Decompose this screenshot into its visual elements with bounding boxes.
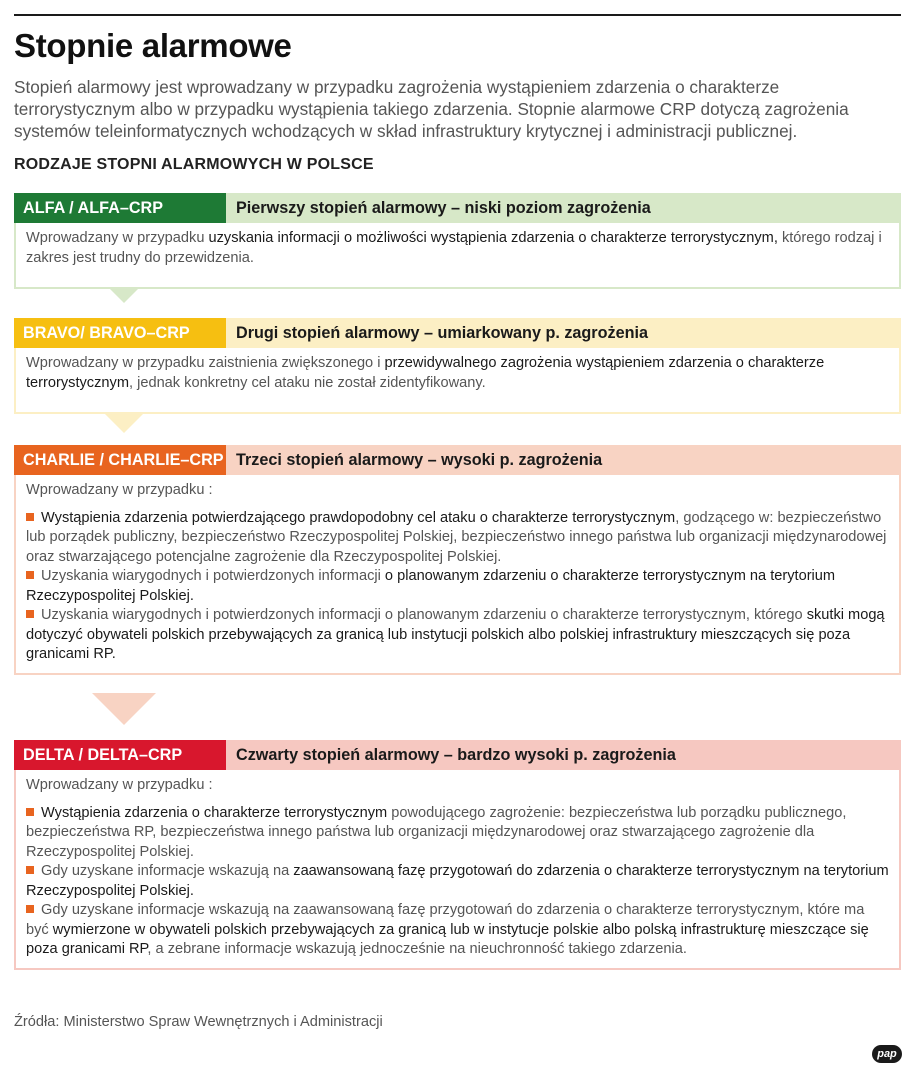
section-heading: RODZAJE STOPNI ALARMOWYCH W POLSCE (14, 156, 374, 173)
text-emphasis: skutki mogą dotyczyć obywateli polskich przebywających za granicą lub instytucji polskich albo polskiej infrastruktury mieszczących się poza granicami RP. (26, 607, 885, 662)
text: Wprowadzany w przypadku (26, 230, 209, 246)
level-delta-heading: Czwarty stopień alarmowy – bardzo wysoki p. zagrożenia (226, 740, 901, 770)
text: Uzyskania wiarygodnych i potwierdzonych informacji o planowanym zdarzeniu o charakterze terrorystycznym, którego (41, 607, 807, 623)
page-title: Stopnie alarmowe (14, 27, 292, 64)
level-alfa-tag: ALFA / ALFA–CRP (14, 193, 226, 223)
arrow-charlie (92, 693, 156, 725)
level-alfa (14, 193, 901, 289)
text-emphasis: uzyskania informacji o możliwości wystąpienia zdarzenia o charakterze terrorystycznym, (208, 230, 778, 246)
text-emphasis: Wystąpienia zdarzenia o charakterze terrorystycznym (41, 804, 388, 821)
list-item (26, 804, 889, 863)
text: , godzącego w: bezpieczeństwo lub porządek publiczny, bezpieczeństwo Rzeczypospolitej Polskiej, bezpieczeństwo innego państwa lub organizacji międzynarodowej oraz stwarzającego potencjalne zagrożenie dla Rzeczypospolitej Polskiej. (26, 509, 887, 565)
text-emphasis: Wystąpienia zdarzenia potwierdzającego prawdopodobny cel ataku o charakterze terrorystycznym (41, 509, 676, 526)
level-charlie (14, 445, 901, 675)
text: powodującego zagrożenie: bezpieczeństwa lub porządku publicznego, bezpieczeństwa RP, bezpieczeństwa innego państwa lub organizacji międzynarodowej oraz stwarzającego zagrożenie dla Rzeczypospolitej Polskiej. (26, 804, 847, 860)
bullet-square-icon (26, 513, 34, 521)
bullet-square-icon (26, 808, 34, 816)
level-charlie-tag: CHARLIE / CHARLIE–CRP (14, 445, 226, 475)
level-bravo-description (14, 348, 901, 414)
list-item (26, 509, 889, 568)
level-delta-intro: Wprowadzany w przypadku : (26, 777, 213, 793)
pap-logo: pap (872, 1045, 902, 1063)
text: Wprowadzany w przypadku zaistnienia zwiększonego i (26, 355, 385, 371)
intro-paragraph: Stopień alarmowy jest wprowadzany w przypadku zagrożenia wystąpieniem zdarzenia o charakterze terrorystycznym albo w przypadku wystąpienia takiego zdarzenia. Stopnie alarmowe CRP dotyczą zagrożenia systemów teleinformatycznych wchodzących w skład infrastruktury krytycznej i administracji publicznej. (14, 77, 849, 141)
text-emphasis: przewidywalnego zagrożenia wystąpieniem zdarzenia o charakterze terrorystycznym (26, 355, 825, 391)
level-alfa-description (14, 223, 901, 289)
sources-note: Źródła: Ministerstwo Spraw Wewnętrznych i Administracji (14, 1014, 383, 1030)
text: Gdy uzyskane informacje wskazują na (41, 863, 294, 879)
level-charlie-heading: Trzeci stopień alarmowy – wysoki p. zagrożenia (226, 445, 901, 475)
text: , a zebrane informacje wskazują jednocześnie na nieuchronność takiego zdarzenia. (147, 941, 687, 957)
level-delta (14, 740, 901, 970)
text: , jednak konkretny cel ataku nie został zidentyfikowany. (128, 374, 486, 391)
list-item (26, 862, 889, 901)
bullet-square-icon (26, 866, 34, 874)
bullet-square-icon (26, 610, 34, 618)
bullet-square-icon (26, 905, 34, 913)
text-emphasis: wymierzone w obywateli polskich przebywających za granicą lub w instytucje polskie albo polską infrastrukturę mieszczące się poza granicami RP (26, 921, 869, 957)
text: Uzyskania wiarygodnych i potwierdzonych informacji (41, 568, 385, 584)
level-bravo-tag: BRAVO/ BRAVO–CRP (14, 318, 226, 348)
level-delta-description (14, 770, 901, 970)
bullet-square-icon (26, 571, 34, 579)
text-emphasis: zaawansowaną fazę przygotowań do zdarzenia o charakterze terrorystycznym na terytorium Rzeczypospolitej Polskiej. (26, 863, 889, 899)
list-item (26, 606, 889, 665)
text: którego rodzaj i zakres jest trudny do przewidzenia. (26, 230, 882, 266)
level-alfa-heading: Pierwszy stopień alarmowy – niski poziom zagrożenia (226, 193, 901, 223)
list-item (26, 901, 889, 960)
level-bravo (14, 318, 901, 414)
text: Gdy uzyskane informacje wskazują na zaawansowaną fazę przygotowań do zdarzenia o charakterze terrorystycznym, które ma być (26, 902, 865, 938)
top-rule (14, 14, 901, 16)
list-item (26, 567, 889, 606)
text-emphasis: o planowanym zdarzeniu o charakterze terrorystycznym na terytorium Rzeczypospolitej Polskiej. (26, 568, 836, 604)
level-delta-tag: DELTA / DELTA–CRP (14, 740, 226, 770)
level-charlie-intro: Wprowadzany w przypadku : (26, 482, 213, 498)
level-bravo-heading: Drugi stopień alarmowy – umiarkowany p. zagrożenia (226, 318, 901, 348)
level-charlie-description (14, 475, 901, 675)
